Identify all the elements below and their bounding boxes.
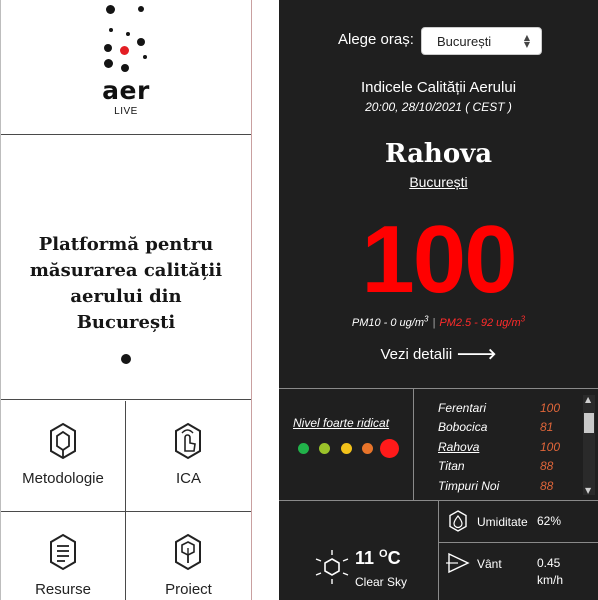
city-select-value: București [437, 34, 492, 49]
list-scrollbar[interactable] [583, 395, 595, 495]
station-city [279, 174, 598, 190]
tile-label: Proiect [165, 581, 212, 598]
humidity-widget [439, 501, 598, 543]
wind-label: Vânt [477, 557, 502, 571]
humidity-value: 62% [537, 514, 562, 528]
list-item[interactable]: Bobocica 81 [438, 420, 554, 434]
level-dot-0 [298, 443, 309, 454]
scroll-thumb[interactable] [584, 413, 594, 433]
station-city-link[interactable]: București [409, 174, 468, 190]
tile-ica[interactable] [126, 401, 251, 512]
details-label: Vezi detalii [380, 346, 453, 363]
index-title: Indicele Calității Aerului [360, 79, 517, 96]
level-name[interactable]: Nivel foarte ridicat [293, 416, 390, 430]
tagline-dot [121, 354, 131, 364]
stations-list [414, 388, 598, 501]
project-icon [172, 532, 204, 572]
level-dot-2 [341, 443, 352, 454]
wind-icon [446, 552, 470, 574]
level-dot-3 [362, 443, 373, 454]
tile-label: Resurse [35, 581, 91, 598]
air-quality-panel [279, 0, 598, 600]
tile-metodologie[interactable] [1, 401, 126, 512]
level-dot-4-active [380, 439, 399, 458]
tagline-section [1, 136, 251, 400]
list-item[interactable]: Ferentari 100 [438, 401, 561, 415]
scroll-down-icon[interactable]: ▼ [585, 486, 592, 495]
weather-widget [279, 501, 439, 600]
sun-icon [314, 549, 350, 585]
list-item-selected[interactable]: Rahova 100 [438, 440, 561, 454]
city-label: Alege oraș: [338, 31, 414, 48]
station-name: Rahova [384, 139, 493, 169]
tile-proiect[interactable] [126, 512, 251, 600]
sky-condition: Clear Sky [355, 575, 408, 589]
tile-label: ICA [175, 470, 201, 487]
arrow-right-icon: 🡒 [456, 346, 497, 363]
panel-gap [251, 0, 279, 600]
logo[interactable] [1, 0, 251, 135]
humidity-label: Umiditate [477, 515, 528, 529]
tagline: Platformă pentru măsurarea calității aerului din București [29, 234, 223, 333]
tile-resurse[interactable] [1, 512, 126, 600]
select-arrows-icon: ▲ ▼ [523, 33, 530, 49]
city-selector-row [279, 27, 598, 55]
touch-icon [172, 421, 204, 461]
list-item[interactable]: Titan 88 [438, 459, 554, 473]
left-panel [0, 0, 251, 600]
humidity-icon [448, 509, 468, 533]
details-link[interactable] [279, 344, 598, 363]
methodology-icon [47, 421, 79, 461]
brand-sub: LIVE [114, 106, 138, 117]
wind-value: 0.45 km/h [537, 556, 564, 587]
pollution-level [279, 388, 414, 501]
pm10-reading: PM10 - 0 $ug/m^3$ [351, 314, 429, 329]
scroll-up-icon[interactable]: ▲ [585, 395, 592, 404]
list-item[interactable]: Timpuri Noi 88 [438, 479, 554, 493]
aqi-value: 100 [361, 206, 516, 313]
level-dot-1 [319, 443, 330, 454]
temperature: 11 $^O$C [355, 548, 401, 568]
brand-name: aer [102, 76, 150, 105]
index-timestamp: 20:00, 28/10/2021 ( CEST ) [365, 100, 512, 114]
wind-widget [439, 543, 598, 600]
pm25-reading: PM2.5 - 92 $ug/m^3$ [439, 314, 526, 329]
nav-tiles [1, 401, 251, 600]
resources-icon [47, 532, 79, 572]
pm-readings: PM10 - 0 $ug/m^3$ | PM2.5 - 92 $ug/m^3$ [351, 314, 526, 329]
city-select[interactable] [421, 27, 542, 55]
tile-label: Metodologie [22, 470, 104, 487]
